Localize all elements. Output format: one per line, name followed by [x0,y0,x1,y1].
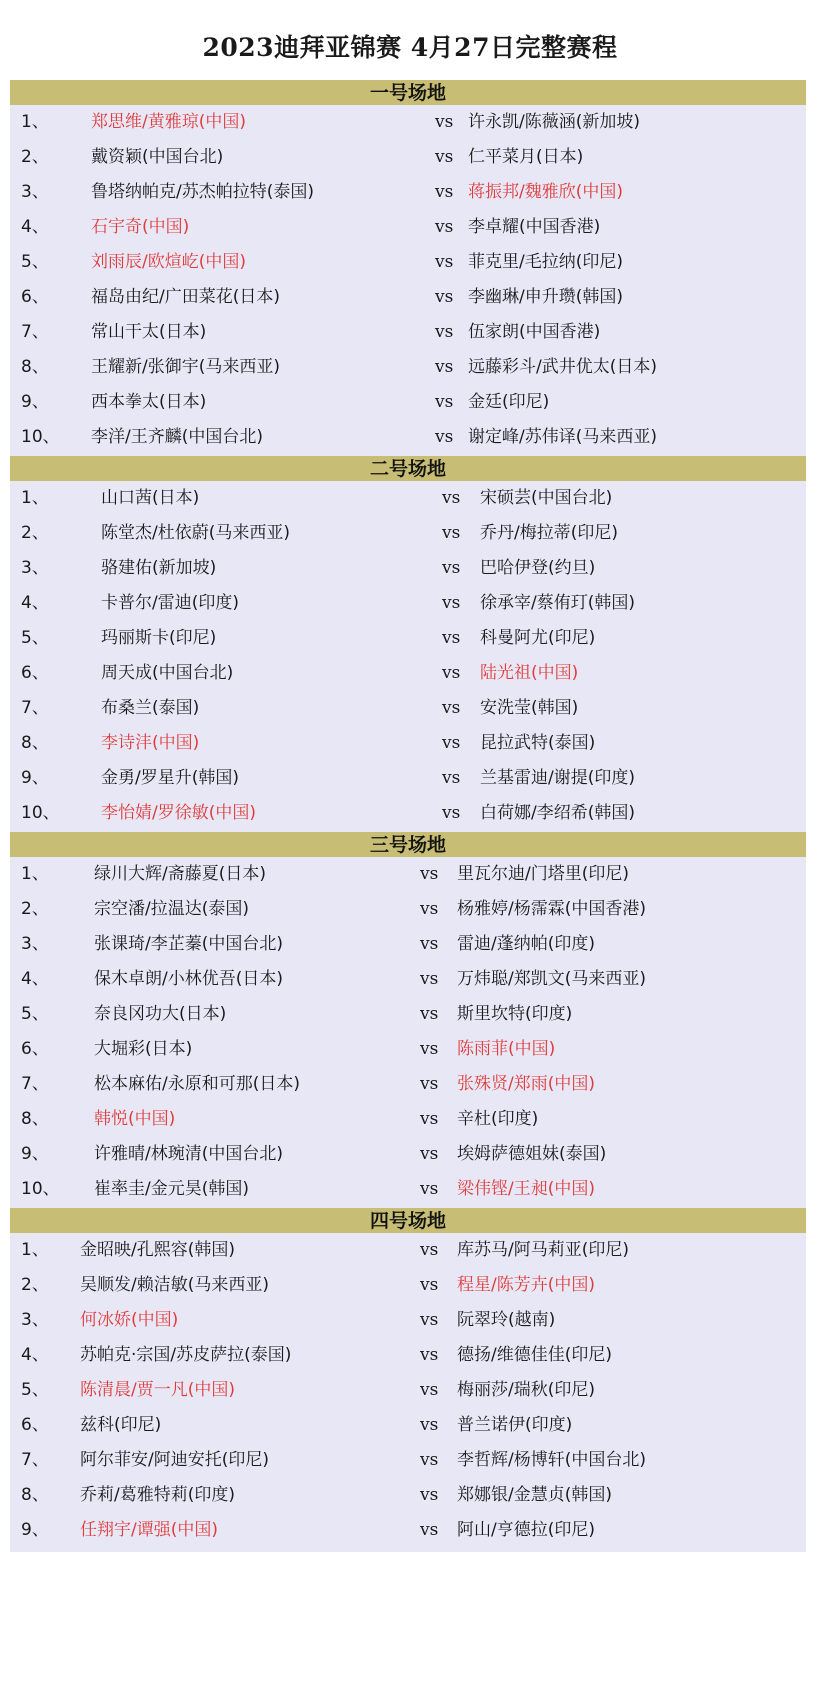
player-left: 崔率圭/金元昊(韩国) [94,1179,249,1199]
match-row [10,796,806,831]
player-left: 金昭映/孔熙容(韩国) [80,1240,235,1260]
player-right: 昆拉武特(泰国) [480,733,596,753]
match-number: 8、 [21,733,49,753]
match-number: 1、 [21,1240,49,1260]
player-right: 杨雅婷/杨霈霖(中国香港) [457,899,646,919]
match-number: 9、 [21,392,49,412]
vs-label: vs [442,803,461,823]
player-right: 李哲辉/杨博轩(中国台北) [457,1450,646,1470]
player-right: 梁伟铿/王昶(中国) [457,1179,595,1199]
match-number: 4、 [21,1345,49,1365]
player-left: 常山干太(日本) [91,322,207,342]
player-right: 徐承宰/蔡侑玎(韩国) [480,593,635,613]
vs-label: vs [420,899,439,919]
match-row [10,481,806,516]
vs-label: vs [420,969,439,989]
match-row [10,997,806,1032]
player-right: 伍家朗(中国香港) [468,322,601,342]
match-row [10,927,806,962]
vs-label: vs [420,864,439,884]
vs-label: vs [442,593,461,613]
match-number: 8、 [21,357,49,377]
vs-label: vs [420,1179,439,1199]
player-left: 布桑兰(泰国) [101,698,200,718]
match-row [10,656,806,691]
player-left: 乔莉/葛雅特莉(印度) [80,1485,235,1505]
page-title: 2023迪拜亚锦赛 4月27日完整赛程 [202,33,618,62]
vs-label: vs [420,1240,439,1260]
player-left: 郑思维/黄雅琼(中国) [91,112,246,132]
match-row [10,175,806,210]
match-number: 5、 [21,1380,49,1400]
player-left: 吴顺发/赖洁敏(马来西亚) [80,1275,269,1295]
vs-label: vs [420,1310,439,1330]
player-right: 金廷(印尼) [468,392,550,412]
match-row [10,551,806,586]
match-row [10,1443,806,1478]
match-number: 2、 [21,899,49,919]
player-left: 大堀彩(日本) [94,1039,193,1059]
match-number: 6、 [21,663,49,683]
match-number: 4、 [21,969,49,989]
match-number: 8、 [21,1485,49,1505]
player-left: 刘雨辰/欧煊屹(中国) [91,252,246,272]
player-right: 安洗莹(韩国) [480,698,579,718]
player-right: 库苏马/阿马莉亚(印尼) [457,1240,629,1260]
match-number: 5、 [21,628,49,648]
vs-label: vs [420,1074,439,1094]
vs-label: vs [442,523,461,543]
player-left: 玛丽斯卡(印尼) [101,628,217,648]
vs-label: vs [420,1109,439,1129]
player-right: 白荷娜/李绍希(韩国) [480,803,635,823]
player-right: 宋硕芸(中国台北) [480,488,613,508]
player-right: 阿山/亨德拉(印尼) [457,1520,595,1540]
player-left: 何冰娇(中国) [80,1310,179,1330]
player-left: 许雅晴/林琬清(中国台北) [94,1144,283,1164]
player-left: 周天成(中国台北) [101,663,234,683]
vs-label: vs [442,663,461,683]
player-right: 阮翠玲(越南) [457,1310,556,1330]
player-left: 任翔宇/谭强(中国) [80,1520,218,1540]
vs-label: vs [442,733,461,753]
player-right: 蒋振邦/魏雅欣(中国) [468,182,623,202]
vs-label: vs [420,1345,439,1365]
vs-label: vs [442,488,461,508]
match-number: 10、 [21,803,60,823]
player-right: 巴哈伊登(约旦) [480,558,596,578]
player-left: 山口茜(日本) [101,488,200,508]
player-left: 李诗沣(中国) [101,733,200,753]
player-left: 王耀新/张御宇(马来西亚) [91,357,280,377]
match-row [10,1303,806,1338]
court-header: 一号场地 [10,80,806,105]
match-number: 7、 [21,698,49,718]
vs-label: vs [420,1415,439,1435]
player-left: 张课琦/李芷蓁(中国台北) [94,934,283,954]
match-number: 5、 [21,252,49,272]
vs-label: vs [420,1380,439,1400]
player-left: 奈良冈功大(日本) [94,1004,227,1024]
player-left: 陈清晨/贾一凡(中国) [80,1380,235,1400]
player-left: 绿川大辉/斋藤夏(日本) [94,864,266,884]
vs-label: vs [435,217,454,237]
match-row [10,1478,806,1513]
vs-label: vs [435,112,454,132]
match-row [10,140,806,175]
vs-label: vs [435,287,454,307]
match-row [10,962,806,997]
vs-label: vs [435,322,454,342]
vs-label: vs [420,1485,439,1505]
match-number: 6、 [21,1415,49,1435]
player-right: 仁平菜月(日本) [468,147,584,167]
match-row [10,280,806,315]
vs-label: vs [435,182,454,202]
vs-label: vs [420,1144,439,1164]
match-number: 10、 [21,427,60,447]
match-row [10,1408,806,1443]
player-right: 科曼阿尤(印尼) [480,628,596,648]
player-right: 菲克里/毛拉纳(印尼) [468,252,623,272]
player-left: 卡普尔/雷迪(印度) [101,593,239,613]
match-row [10,516,806,551]
match-row [10,1268,806,1303]
player-right: 兰基雷迪/谢提(印度) [480,768,635,788]
match-number: 1、 [21,864,49,884]
vs-label: vs [420,1004,439,1024]
match-row [10,1172,806,1207]
match-number: 7、 [21,322,49,342]
match-number: 3、 [21,558,49,578]
player-left: 李怡婧/罗徐敏(中国) [101,803,256,823]
player-left: 苏帕克·宗国/苏皮萨拉(泰国) [80,1345,292,1365]
player-right: 德扬/维德佳佳(印尼) [457,1345,612,1365]
player-right: 万炜聪/郑凯文(马来西亚) [457,969,646,989]
match-row [10,621,806,656]
vs-label: vs [435,357,454,377]
vs-label: vs [435,427,454,447]
player-right: 许永凯/陈薇涵(新加坡) [468,112,640,132]
match-row [10,315,806,350]
match-row [10,210,806,245]
match-row [10,691,806,726]
match-row [10,857,806,892]
match-number: 4、 [21,217,49,237]
vs-label: vs [435,147,454,167]
player-right: 谢定峰/苏伟译(马来西亚) [468,427,657,447]
match-number: 6、 [21,287,49,307]
match-number: 2、 [21,147,49,167]
match-row [10,1137,806,1172]
player-left: 戴资颖(中国台北) [91,147,224,167]
player-right: 远藤彩斗/武井优太(日本) [468,357,657,377]
player-left: 鲁塔纳帕克/苏杰帕拉特(泰国) [91,182,314,202]
match-row [10,350,806,385]
player-right: 张殊贤/郑雨(中国) [457,1074,595,1094]
panel-padding [10,1548,806,1552]
player-left: 福岛由纪/广田菜花(日本) [91,287,280,307]
match-number: 9、 [21,1144,49,1164]
player-left: 石宇奇(中国) [91,217,190,237]
match-number: 2、 [21,523,49,543]
player-right: 李卓耀(中国香港) [468,217,601,237]
match-row [10,726,806,761]
vs-label: vs [442,558,461,578]
player-right: 陈雨菲(中国) [457,1039,556,1059]
player-left: 李洋/王齐麟(中国台北) [91,427,263,447]
player-left: 骆建佑(新加坡) [101,558,217,578]
player-right: 陆光祖(中国) [480,663,579,683]
match-row [10,1233,806,1268]
player-right: 普兰诺伊(印度) [457,1415,573,1435]
player-left: 松本麻佑/永原和可那(日本) [94,1074,300,1094]
court-panel [10,80,806,459]
match-number: 5、 [21,1004,49,1024]
match-row [10,1513,806,1548]
court-panel [10,456,806,835]
player-left: 兹科(印尼) [80,1415,162,1435]
match-row [10,1032,806,1067]
player-right: 乔丹/梅拉蒂(印尼) [480,523,618,543]
match-number: 3、 [21,1310,49,1330]
player-right: 程星/陈芳卉(中国) [457,1275,595,1295]
match-number: 2、 [21,1275,49,1295]
match-row [10,245,806,280]
vs-label: vs [435,392,454,412]
vs-label: vs [435,252,454,272]
match-number: 6、 [21,1039,49,1059]
match-number: 4、 [21,593,49,613]
match-row [10,420,806,455]
player-left: 陈堂杰/杜依蔚(马来西亚) [101,523,290,543]
vs-label: vs [420,1275,439,1295]
match-number: 1、 [21,112,49,132]
player-right: 斯里坎特(印度) [457,1004,573,1024]
match-number: 7、 [21,1074,49,1094]
court-header: 三号场地 [10,832,806,857]
vs-label: vs [442,628,461,648]
match-row [10,105,806,140]
player-right: 梅丽莎/瑞秋(印尼) [457,1380,595,1400]
vs-label: vs [420,1039,439,1059]
match-number: 3、 [21,182,49,202]
vs-label: vs [420,1450,439,1470]
match-number: 1、 [21,488,49,508]
player-left: 宗空潘/拉温达(泰国) [94,899,249,919]
match-number: 9、 [21,768,49,788]
match-number: 10、 [21,1179,60,1199]
player-right: 郑娜银/金慧贞(韩国) [457,1485,612,1505]
player-left: 西本拳太(日本) [91,392,207,412]
match-row [10,385,806,420]
match-row [10,892,806,927]
player-left: 金勇/罗星升(韩国) [101,768,239,788]
vs-label: vs [420,934,439,954]
player-right: 辛杜(印度) [457,1109,539,1129]
player-right: 雷迪/蓬纳帕(印度) [457,934,595,954]
player-left: 保木卓朗/小林优吾(日本) [94,969,283,989]
player-right: 李幽琳/申升瓒(韩国) [468,287,623,307]
court-header: 二号场地 [10,456,806,481]
player-right: 里瓦尔迪/门塔里(印尼) [457,864,629,884]
court-panel [10,832,806,1211]
match-number: 9、 [21,1520,49,1540]
vs-label: vs [442,768,461,788]
match-row [10,586,806,621]
player-left: 韩悦(中国) [94,1109,176,1129]
player-left: 阿尔菲安/阿迪安托(印尼) [80,1450,269,1470]
match-row [10,1373,806,1408]
court-header: 四号场地 [10,1208,806,1233]
match-row [10,1338,806,1373]
match-number: 7、 [21,1450,49,1470]
match-row [10,761,806,796]
match-number: 3、 [21,934,49,954]
match-number: 8、 [21,1109,49,1129]
player-right: 埃姆萨德姐妹(泰国) [457,1144,607,1164]
vs-label: vs [420,1520,439,1540]
vs-label: vs [442,698,461,718]
match-row [10,1102,806,1137]
court-panel [10,1208,806,1552]
match-row [10,1067,806,1102]
